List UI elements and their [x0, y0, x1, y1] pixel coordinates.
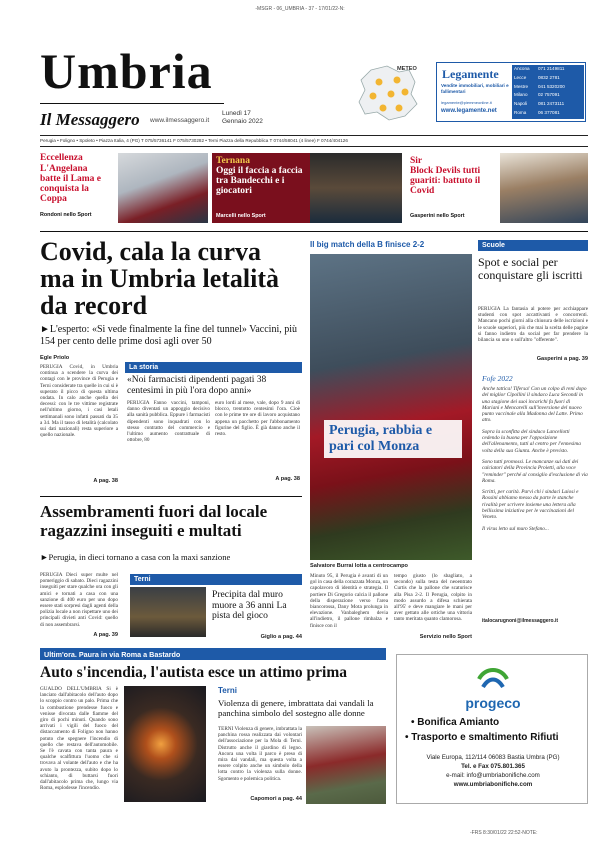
photo-football	[118, 153, 208, 223]
progeco-line2: • Trasporto e smaltimento Rifiuti	[405, 732, 559, 743]
assembramenti-jump: A pag. 39	[93, 632, 118, 638]
divider	[40, 231, 588, 232]
storia-box[interactable]	[125, 362, 302, 492]
topline: -MSGR - 06_UMBRIA - 37 - 17/01/22-N:	[255, 6, 345, 12]
website[interactable]: www.ilmessaggero.it	[150, 117, 210, 124]
ultimora-body: GUALDO DELL'UMBRIA Si è lanciato dall'abitacolo dell'auto dopo lo scoppio contro un palo. Prima che la combustione prendesse fuoco e venisse divorata dalle fiamme del giro di pochi minuti. Quando sono arrivati i vigili del fuoco del distaccamento di Foligno non hanno potuto che spegnere l'incendio di quello che restava dell'automobile. Se l'è cavata con tanta paura e qualche scalfittura l'uomo che si trovava al volante dell'auto e che ha avuto la prontezza, subito dopo lo schianto, di buttarsi fuori dall'abitacolo prima che, lungo via Roma, esplodesse l'incendio.	[40, 686, 118, 792]
teaser-eccellenza[interactable]	[40, 153, 208, 223]
lead-jump: A pag. 38	[93, 478, 118, 484]
lead-headline[interactable]: Covid, cala la curva ma in Umbria letalità da record	[40, 237, 280, 320]
lead-deck: ►L'esperto: «Si vede finalmente la fine del tunnel» Vaccini, più 154 per cento delle prime dosi agli over 50	[40, 324, 297, 347]
photo-volley	[500, 153, 588, 223]
progeco-tel: Tel. e Fax 075.801.365	[461, 763, 525, 770]
office-city: Mestre	[514, 83, 529, 89]
photo-match	[310, 254, 472, 560]
scuole-label: Scuole	[478, 240, 588, 251]
meteo-map	[353, 64, 423, 122]
storia-label: La storia	[125, 362, 302, 373]
progeco-brand: progeco	[465, 695, 521, 711]
ultimora-banner: Ultim'ora. Paura in via Roma a Bastardo	[40, 648, 386, 660]
teaser-headline: Oggi il faccia a faccia tra Bandecchi e i giocatori	[216, 166, 303, 196]
teaser-ref: Rondoni nello Sport	[40, 212, 92, 218]
scuole-headline[interactable]: Spot e social per conquistare gli iscritti	[478, 255, 583, 282]
office-city: Ancona	[514, 66, 530, 71]
office-phone: 06 377081	[538, 109, 560, 115]
legamente-offices	[512, 65, 584, 119]
fofe-column	[482, 386, 588, 614]
fofe-email[interactable]: italocarugnoni@ilmessaggero.it	[482, 618, 559, 624]
legamente-email[interactable]: legamente@piemmeonline.it	[441, 100, 492, 105]
meteo-label: METEO	[397, 66, 417, 72]
masthead-rule	[40, 103, 224, 104]
brand-logo: Il Messaggero	[40, 110, 140, 129]
date-month: Gennaio 2022	[222, 118, 263, 125]
photo-ternana	[310, 153, 402, 223]
storia-jump: A pag. 38	[275, 476, 300, 482]
teaser-sir[interactable]	[406, 153, 588, 223]
progeco-logo-icon	[475, 661, 511, 693]
divider	[40, 146, 588, 147]
teaser-headline: Block Devils tutti guariti: battuto il Covid	[410, 166, 481, 196]
fofe-paragraph: Anche tattica! Tifersa! Con un colpo di reni dopo del miglior Cipollini il sindaco Luca Secondi in una stagione dei suoi incarichi fa fuori di Mariani e Mencarelli sull'inversione del nuovo punto vaccinale alla Madonna del Latte. Primo atto.	[482, 386, 587, 424]
terni2-label: Terni	[218, 686, 237, 695]
terni-box[interactable]	[130, 574, 302, 644]
terni-label: Terni	[130, 574, 302, 585]
lead-author: Egle Priolo	[40, 355, 70, 361]
terni-jump-text: a pag. 44	[278, 634, 302, 640]
teaser-ref: Marcelli nello Sport	[216, 213, 266, 219]
office-city: Napoli	[514, 101, 528, 107]
progeco-line1: • Bonifica Amianto	[411, 717, 500, 728]
assembramenti-headline[interactable]: Assembramenti fuori dal locale ragazzini inseguiti e multati	[40, 502, 268, 540]
progeco-address: Viale Europa, 112/114 06083 Bastia Umbra (PG)	[426, 754, 560, 761]
bmatch-ref: Servizio nello Sport	[419, 634, 472, 640]
address-strip: Perugia • Foligno • Spoleto • Piazza Italia, 4 (PG) T 075/5736141 F 075/5730282 • Terni Piazza della Repubblica T 0744/58041 (4 linee) F 0744/404126	[40, 138, 348, 143]
photo-fire	[124, 686, 206, 802]
office-city: Milano	[514, 92, 528, 98]
fofe-label: Fofe 2022	[482, 374, 513, 383]
photo-wall	[130, 587, 206, 637]
progeco-email[interactable]: e-mail: info@umbriabonifiche.com	[446, 772, 540, 779]
scuole-ref: Gasperini a pag. 39	[536, 356, 588, 362]
assembramenti-body: PERUGIA Dieci super multe nel pomeriggio di sabato. Dieci ragazzini inseguiti per stare qualche ora con gli amici e tornati a casa con una sanzione di 400 euro per uno dopo essere stati sorpresi dagli agenti della polizia locale a non rispettare uno dei principali divieti anti Covid: quello di non assembrarsi.	[40, 572, 118, 628]
lead-body: PERUGIA Covid, in Umbria continua a scendere la curva dei contagi con le province di Perugia e Terni considerate tra quelle in cui si è superato il picco di questa ultima ondata. In calo anche quella dei decessi: con le tre vittime registrate nell'ultimo giorno, i casi letali settimanali sono infatti passati da 35 a 34. Ma il tasso di letalità (calcolato sui dati nazionali) resta superiore a quello nazionale.	[40, 364, 118, 439]
progeco-contacts	[397, 753, 589, 789]
footer-line: -FRS 8:30/01/22 22:52-NOTE:	[470, 830, 538, 836]
office-phone: 041 5320200	[538, 83, 565, 89]
terni-jump	[212, 634, 302, 640]
office-city: Lecce	[514, 74, 527, 80]
bmatch-body-a: Minuto 95, il Perugia è avanti di un gol in casa della corazzata Monza, un capolavoro di identità e strategia. Il portiere Di Gregorio calcia il pallone della disperazione verso l'area biancorossa, Dany Mota prolunga in elevazione. Vanbaleghem devia all'indietro, il pallone rimbalza e finisce con il	[310, 573, 388, 629]
progeco-web[interactable]: www.umbriabonifiche.com	[453, 781, 533, 788]
umbria-map-icon	[353, 64, 423, 122]
bmatch-kicker: Il big match della B finisce 2-2	[310, 240, 425, 249]
storia-headline: «Noi farmacisti dipendenti pagati 38 centesimi in più l'ora dopo anni»	[127, 375, 267, 396]
date-day: Lunedì 17	[222, 110, 251, 117]
date	[222, 110, 263, 126]
legamente-tagline: Vendite immobiliari, mobiliari e fallimentari	[441, 83, 509, 94]
legamente-ad[interactable]	[436, 62, 586, 122]
teaser-kicker: Ternana	[216, 156, 250, 166]
legamente-site[interactable]: www.legamente.net	[441, 108, 497, 114]
teaser-kicker: Eccellenza	[40, 153, 83, 163]
fofe-paragraph: Sono tutti promossi. Le mancanze sui dati dei calciatori della Provincia Proietti, alla voce "reminder" perché al consiglio d'esclusione di via Roma.	[482, 458, 588, 484]
masthead-title: Umbria	[40, 43, 213, 99]
office-phone: 081 2473111	[538, 101, 565, 107]
teaser-kicker: Sir	[410, 156, 423, 166]
fofe-paragraph: Sopra la sconfitta del sindaco Lancellotti cedendo la buona per l'opposizione dell'allenamento, tutti al centro per l'ennesima volta della sua Giunta. Anche è previsto.	[482, 428, 581, 454]
office-phone: 0832 2781	[538, 74, 560, 80]
legamente-logo: Legamente	[442, 67, 499, 81]
divider	[40, 496, 302, 497]
progeco-ad[interactable]	[396, 654, 588, 804]
terni2-body: TERNI Violenza di genere, imbrattata la panchina rossa realizzata dai volontari dell'associazione per la Mola di Terni. Distrutto anche il giardino di legno. Ancora una volta il parco è preso di mira dai vandali, ma questa volta a essere colpito anche un simbolo della lotta contro la violenza sulla donne. Sgomento e polemica politica.	[218, 726, 302, 782]
assembramenti-deck: ►Perugia, in dieci tornano a casa con la maxi sanzione	[40, 552, 231, 562]
scuole-body: PERUGIA La fantasia al potere per acchiappare studenti con spot accattivanti e concorrenti. Mancano pochi giorni alla chiusura delle iscrizioni e le scuole superiori, più che mai la scelta delle pagine si fanno indietro da social per far prendere la bilancia su uno o sull'altro "offerente".	[478, 306, 588, 344]
office-phone: 071 2149811	[538, 66, 565, 71]
teaser-headline: L'Angelana batte il Lama e conquista la Coppa	[40, 164, 101, 204]
teaser-ternana[interactable]	[212, 153, 402, 223]
teaser-ref: Gasperini nello Sport	[410, 213, 465, 219]
bmatch-headline[interactable]: Perugia, rabbia e pari col Monza	[324, 420, 462, 458]
bmatch-caption: Salvatore Burrai lotta a centrocampo	[310, 563, 408, 569]
terni-headline: Precipita dal muro muore a 36 anni La pista del gioco	[212, 589, 287, 622]
fofe-paragraph: Scritti, per carità. Parvi chi i sindaci Laiosi e Rossini abbiamo messo da parte le stanche rivalità per scrivere insieme una lettera alla bellissima iniziativa per le vaccinazioni del Veneto.	[482, 489, 579, 521]
office-phone: 02 757091	[538, 92, 560, 98]
terni2-ref: Capomori a pag. 44	[250, 796, 302, 802]
ultimora-headline[interactable]: Auto s'incendia, l'autista esce un attimo prima	[40, 664, 347, 681]
photo-bench	[306, 726, 386, 804]
storia-body-a: PERUGIA Fanno vaccini, tamponi, danno diventati un appoggio decisivo alla sanità pubblica. Eppure i farmacisti dipendenti sono inquadrati con lo stesso contratto del commercio e l'ultimo aumento contrattuale di ottobre, 80	[127, 400, 210, 444]
office-city: Roma	[514, 109, 527, 115]
terni2-headline[interactable]: Violenza di genere, imbrattata dai vandali la panchina simbolo del sostegno alle donne	[218, 698, 374, 719]
fofe-paragraph: Il virus letto sul muro Stefano...	[482, 525, 549, 532]
storia-body-b: euro lordi al mese, vale, dopo 9 anni di blocco, trentotto centesimi l'ora. Cioè con le prime tre ore di lavoro acquistano appena un pacchetto per l'abbonamento figurine del figlio. È già danno anche il resto.	[215, 400, 300, 438]
terni-author: Giglio	[260, 634, 277, 640]
bmatch-body-b: tempo giusto (lo sbagliato, a secondo) sulla testa del neoentrato Curtis che la pallone che scaturisce alla Pisa 2-2. Il Perugia, colpito in modo assurdo a difesa schierata all'95' e deve mangiare le mani per aver gettato alle ortiche una vittoria tanto meritata quanto clamorosa.	[394, 573, 472, 623]
divider	[40, 135, 588, 136]
